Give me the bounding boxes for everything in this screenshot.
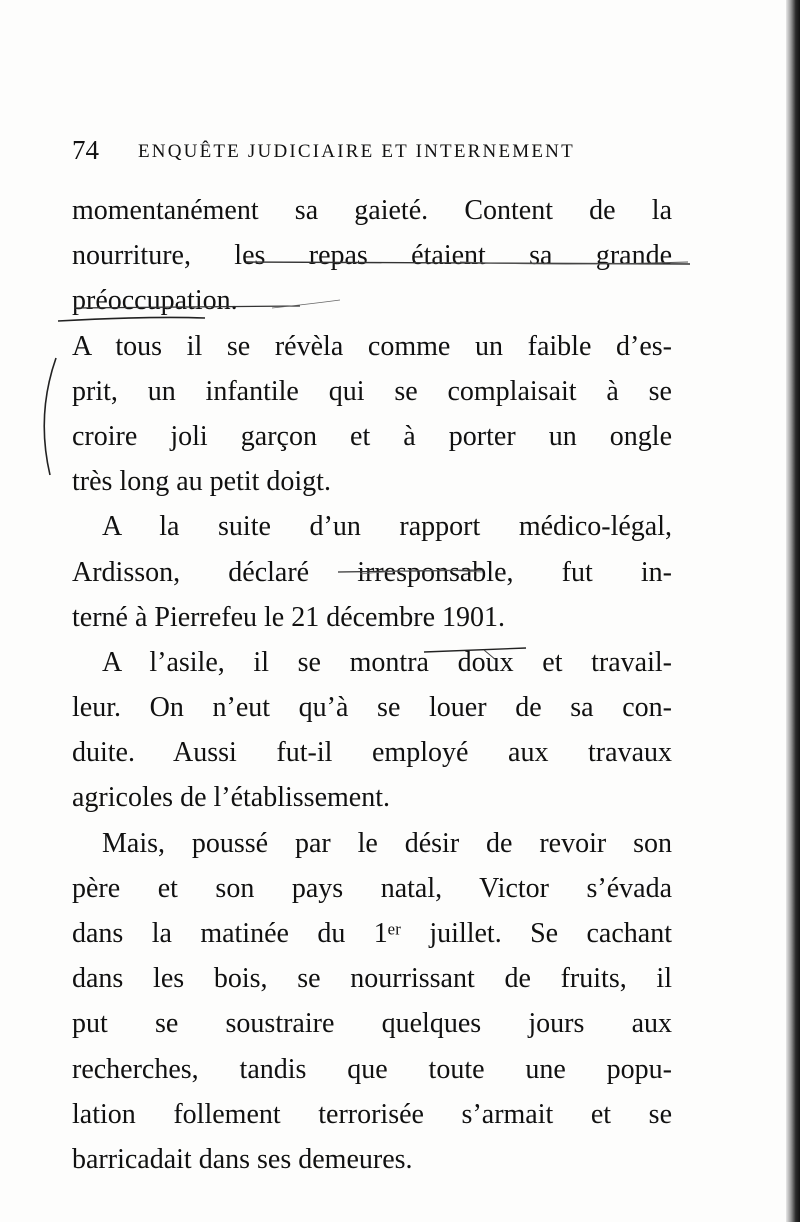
text-line: A la suite d’un rapport médico-légal, bbox=[102, 511, 672, 543]
page-header bbox=[72, 132, 692, 168]
text-line: préoccupation. bbox=[72, 285, 238, 317]
text-line: croire joli garçon et à porter un ongle bbox=[72, 420, 672, 452]
text-line: nourriture, les repas étaient sa grande bbox=[72, 240, 672, 272]
text-line: put se soustraire quelques jours aux bbox=[72, 1008, 672, 1040]
text-line: momentanément sa gaieté. Content de la bbox=[72, 195, 672, 226]
text-line: leur. On n’eut qu’à se louer de sa con- bbox=[72, 692, 672, 724]
text-line: A l’asile, il se montra doux et travail- bbox=[102, 646, 672, 678]
margin-bracket bbox=[44, 358, 56, 475]
text-line: dans les bois, se nourrissant de fruits, il bbox=[72, 963, 672, 995]
text-line: A tous il se révèla comme un faible d’es- bbox=[72, 330, 672, 362]
text-line: recherches, tandis que toute une popu- bbox=[72, 1053, 672, 1085]
text-line: barricadait dans ses demeures. bbox=[72, 1143, 413, 1175]
text-line: lation follement terrorisée s’armait et se bbox=[72, 1098, 672, 1130]
text-line: terné à Pierrefeu le 21 décembre 1901. bbox=[72, 601, 506, 633]
text-line: agricoles de l’établissement. bbox=[72, 782, 390, 814]
text-line: Mais, poussé par le désir de revoir son bbox=[102, 827, 672, 859]
text-line: père et son pays natal, Victor s’évada bbox=[72, 872, 672, 904]
page-number: 74 bbox=[72, 135, 99, 165]
text-line: duite. Aussi fut-il employé aux travaux bbox=[72, 737, 672, 769]
running-title: ENQUÊTE JUDICIAIRE ET INTERNEMENT bbox=[138, 141, 575, 162]
text-line: dans la matinée du 1ᵉʳ juillet. Se cachant bbox=[72, 918, 672, 949]
body-text bbox=[72, 188, 672, 1182]
text-line: prit, un infantile qui se complaisait à se bbox=[72, 375, 672, 407]
text-line: très long au petit doigt. bbox=[72, 466, 331, 498]
page-edge-shadow bbox=[786, 0, 800, 1222]
text-line: Ardisson, déclaré irresponsable, fut in- bbox=[72, 556, 672, 588]
